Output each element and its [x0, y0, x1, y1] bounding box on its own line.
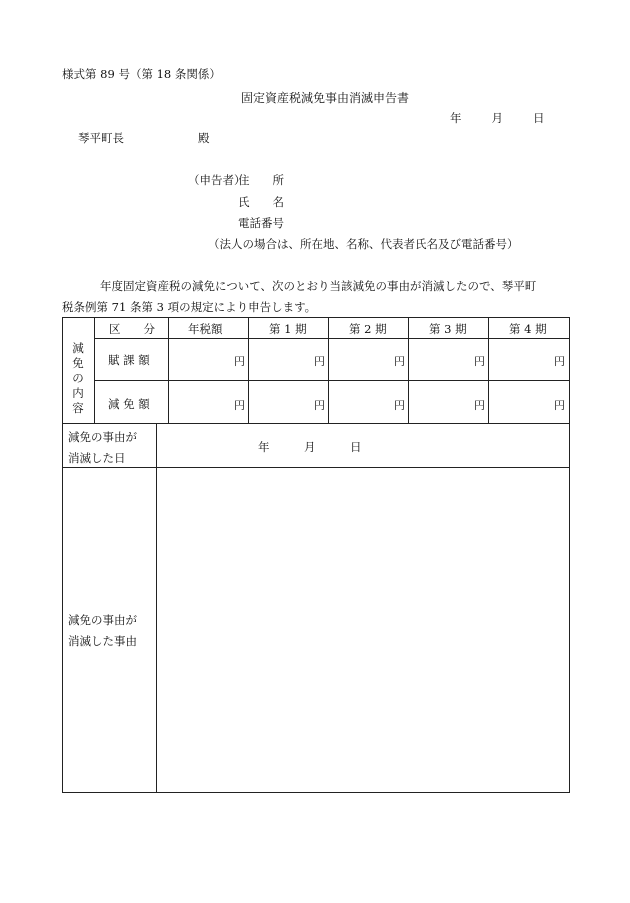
row-line-1 — [94, 338, 570, 339]
side-label-reduction-content: 減免の内容 — [72, 341, 84, 415]
col-line-1 — [248, 317, 249, 423]
reduction-table — [62, 317, 570, 793]
yen-reduction-p4: 円 — [554, 399, 565, 412]
header-annual-tax: 年税額 — [188, 322, 223, 336]
corporate-note: （法人の場合は、所在地、名称、代表者氏名及び電話番号） — [208, 237, 519, 251]
date-month: 月 — [491, 111, 503, 125]
statement-line-1: 年度固定資産税の減免について、次のとおり当該減免の事由が消滅したので、琴平町 — [100, 279, 537, 293]
col-line-side — [94, 317, 95, 423]
honorific: 殿 — [198, 131, 210, 145]
header-period-4: 第 4 期 — [509, 322, 547, 336]
row-label-assessed: 賦 課 額 — [108, 353, 150, 367]
statement-line-2: 税条例第 71 条第 3 項の規定により申告します。 — [62, 300, 317, 314]
date-row-day: 日 — [350, 440, 362, 454]
addressee: 琴平町長 — [78, 131, 124, 145]
date-row-label-line1: 減免の事由が — [68, 430, 137, 444]
form-reference: 様式第 89 号（第 18 条関係） — [62, 67, 221, 81]
address-label: 住 所 — [238, 173, 284, 187]
col-line-4 — [488, 317, 489, 423]
header-category: 区 分 — [109, 322, 155, 336]
yen-reduction-annual: 円 — [234, 399, 245, 412]
applicant-label: （申告者） — [188, 173, 246, 187]
header-period-1: 第 1 期 — [269, 322, 307, 336]
yen-assessed-p4: 円 — [554, 355, 565, 368]
name-label: 氏 名 — [238, 195, 284, 209]
header-period-3: 第 3 期 — [429, 322, 467, 336]
yen-reduction-p3: 円 — [474, 399, 485, 412]
yen-assessed-p3: 円 — [474, 355, 485, 368]
document-title-text: 固定資産税減免事由消滅申告書 — [240, 91, 409, 105]
date-day: 日 — [533, 111, 545, 125]
yen-assessed-annual: 円 — [234, 355, 245, 368]
table-border-bottom — [62, 792, 570, 793]
reason-input-area[interactable] — [157, 468, 569, 792]
yen-reduction-p2: 円 — [394, 399, 405, 412]
col-line-3 — [408, 317, 409, 423]
yen-reduction-p1: 円 — [314, 399, 325, 412]
table-border-right — [569, 317, 570, 793]
reason-row-label-line2: 消滅した事由 — [68, 634, 137, 648]
col-line-2 — [328, 317, 329, 423]
col-line-category — [168, 317, 169, 423]
row-line-3 — [62, 423, 570, 424]
submission-date — [450, 110, 545, 126]
date-row-month: 月 — [304, 440, 316, 454]
yen-assessed-p2: 円 — [394, 355, 405, 368]
phone-label: 電話番号 — [238, 216, 284, 230]
row-line-2 — [94, 380, 570, 381]
date-row-label-line2: 消滅した日 — [68, 451, 126, 465]
document-title — [0, 89, 630, 106]
header-period-2: 第 2 期 — [349, 322, 387, 336]
row-label-reduction: 減 免 額 — [108, 397, 150, 411]
reason-row-label-line1: 減免の事由が — [68, 613, 137, 627]
date-row-year: 年 — [258, 440, 270, 454]
date-year: 年 — [450, 111, 462, 125]
table-border-top — [62, 317, 570, 318]
table-border-left — [62, 317, 63, 793]
yen-assessed-p1: 円 — [314, 355, 325, 368]
